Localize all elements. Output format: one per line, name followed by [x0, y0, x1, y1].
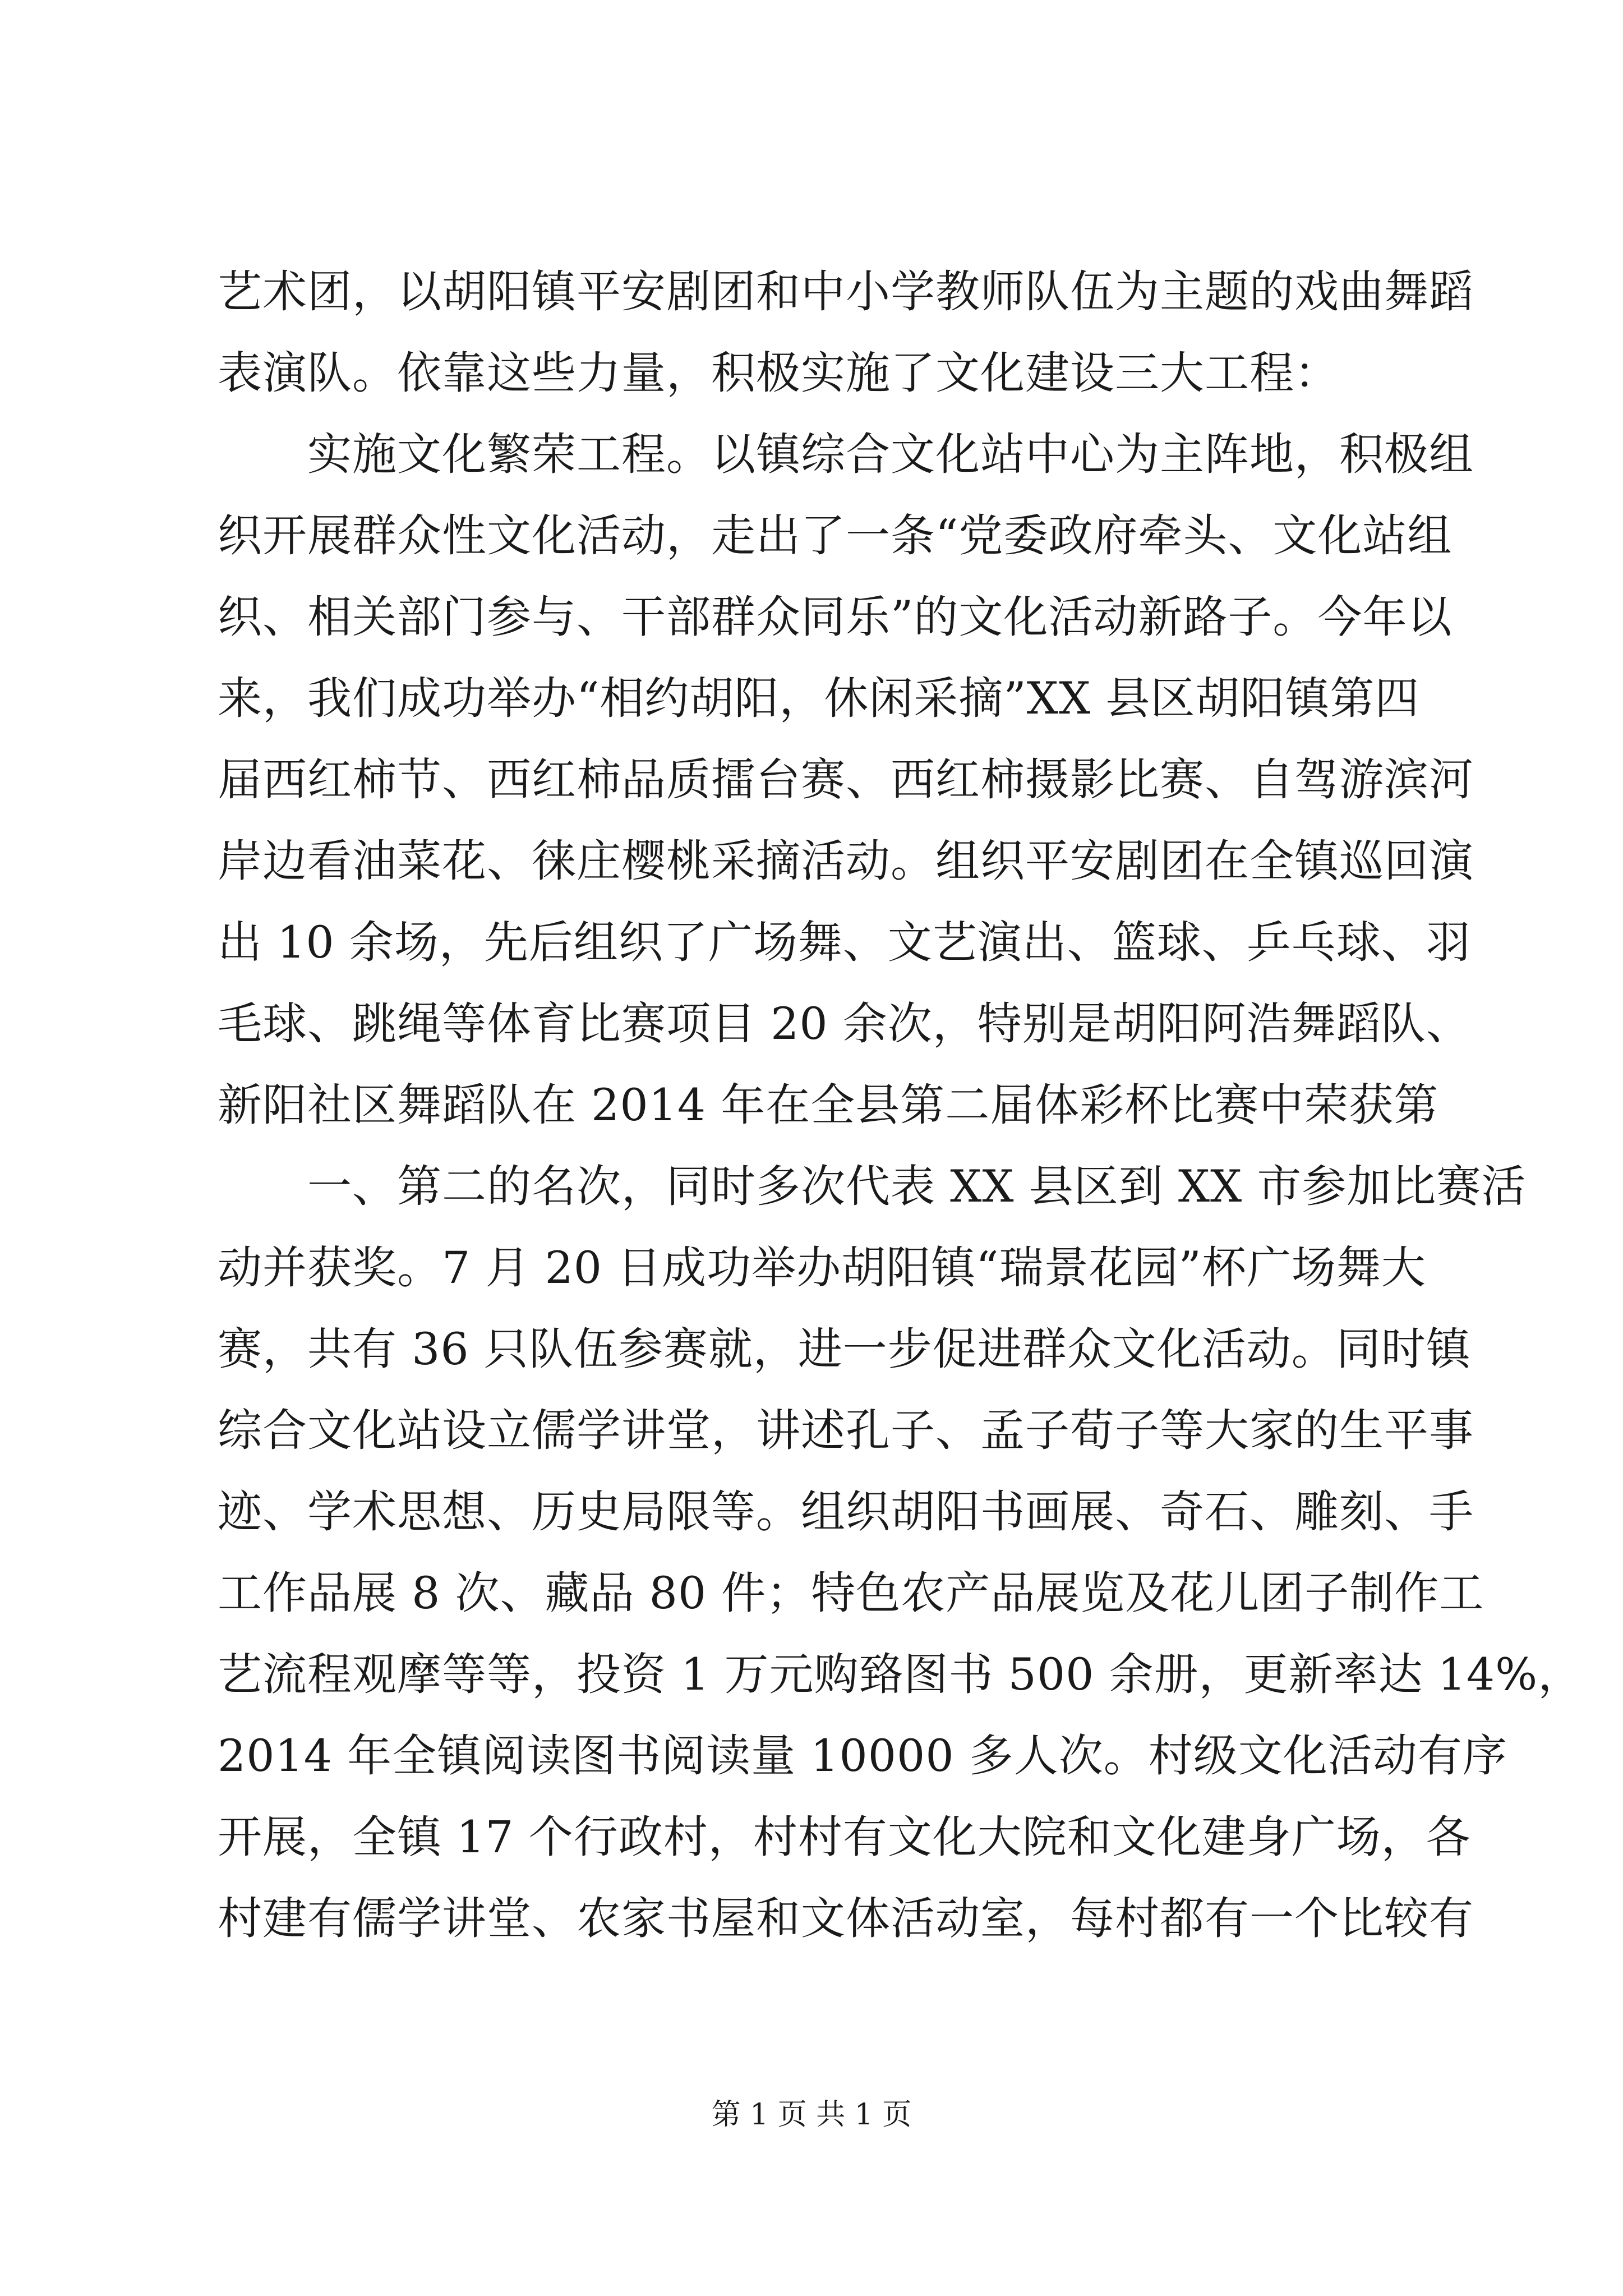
text-line: 开展，全镇 17 个行政村，村村有文化大院和文化建身广场，各 [218, 1811, 1471, 1863]
text-line: 岸边看油菜花、徕庄樱桃采摘活动。组织平安剧团在全镇巡回演 [218, 835, 1474, 887]
page-number: 第 1 页 共 1 页 [711, 2098, 912, 2132]
text-line: 村建有儒学讲堂、农家书屋和文体活动室，每村都有一个比较有 [218, 1893, 1474, 1944]
body-text [218, 251, 1583, 1959]
text-line: 综合文化站设立儒学讲堂，讲述孔子、孟子荀子等大家的生平事 [218, 1405, 1474, 1456]
text-line: 新阳社区舞蹈队在 2014 年在全县第二届体彩杯比赛中荣获第 [218, 1079, 1439, 1131]
text-line: 织、相关部门参与、干部群众同乐”的文化活动新路子。今年以 [218, 591, 1453, 643]
text-line: 实施文化繁荣工程。以镇综合文化站中心为主阵地，积极组 [307, 429, 1474, 480]
text-line: 毛球、跳绳等体育比赛项目 20 余次，特别是胡阳阿浩舞蹈队、 [218, 998, 1471, 1050]
text-line: 2014 年全镇阅读图书阅读量 10000 多人次。村级文化活动有序 [218, 1730, 1507, 1782]
text-line: 一、第二的名次，同时多次代表 XX 县区到 XX 市参加比赛活 [307, 1161, 1527, 1212]
page-footer [0, 2095, 1623, 2134]
text-line: 表演队。依靠这些力量，积极实施了文化建设三大工程： [218, 347, 1339, 399]
text-line: 工作品展 8 次、藏品 80 件；特色农产品展览及花儿团子制作工 [218, 1567, 1484, 1619]
text-line: 出 10 余场，先后组织了广场舞、文艺演出、篮球、乒乓球、羽 [218, 917, 1471, 968]
text-line: 来，我们成功举办“相约胡阳，休闲采摘”XX 县区胡阳镇第四 [218, 673, 1420, 724]
text-line: 织开展群众性文化活动，走出了一条“党委政府牵头、文化站组 [218, 510, 1453, 562]
text-line: 艺流程观摩等等，投资 1 万元购臵图书 500 余册，更新率达 14%， [218, 1649, 1583, 1700]
text-line: 动并获奖。7 月 20 日成功举办胡阳镇“瑞景花园”杯广场舞大 [218, 1242, 1426, 1294]
text-line: 艺术团，以胡阳镇平安剧团和中小学教师队伍为主题的戏曲舞蹈 [218, 266, 1474, 318]
text-line: 赛，共有 36 只队伍参赛就，进一步促进群众文化活动。同时镇 [218, 1323, 1471, 1375]
text-line: 迹、学术思想、历史局限等。组织胡阳书画展、奇石、雕刻、手 [218, 1486, 1474, 1538]
text-line: 届西红柿节、西红柿品质擂台赛、西红柿摄影比赛、自驾游滨河 [218, 754, 1474, 806]
